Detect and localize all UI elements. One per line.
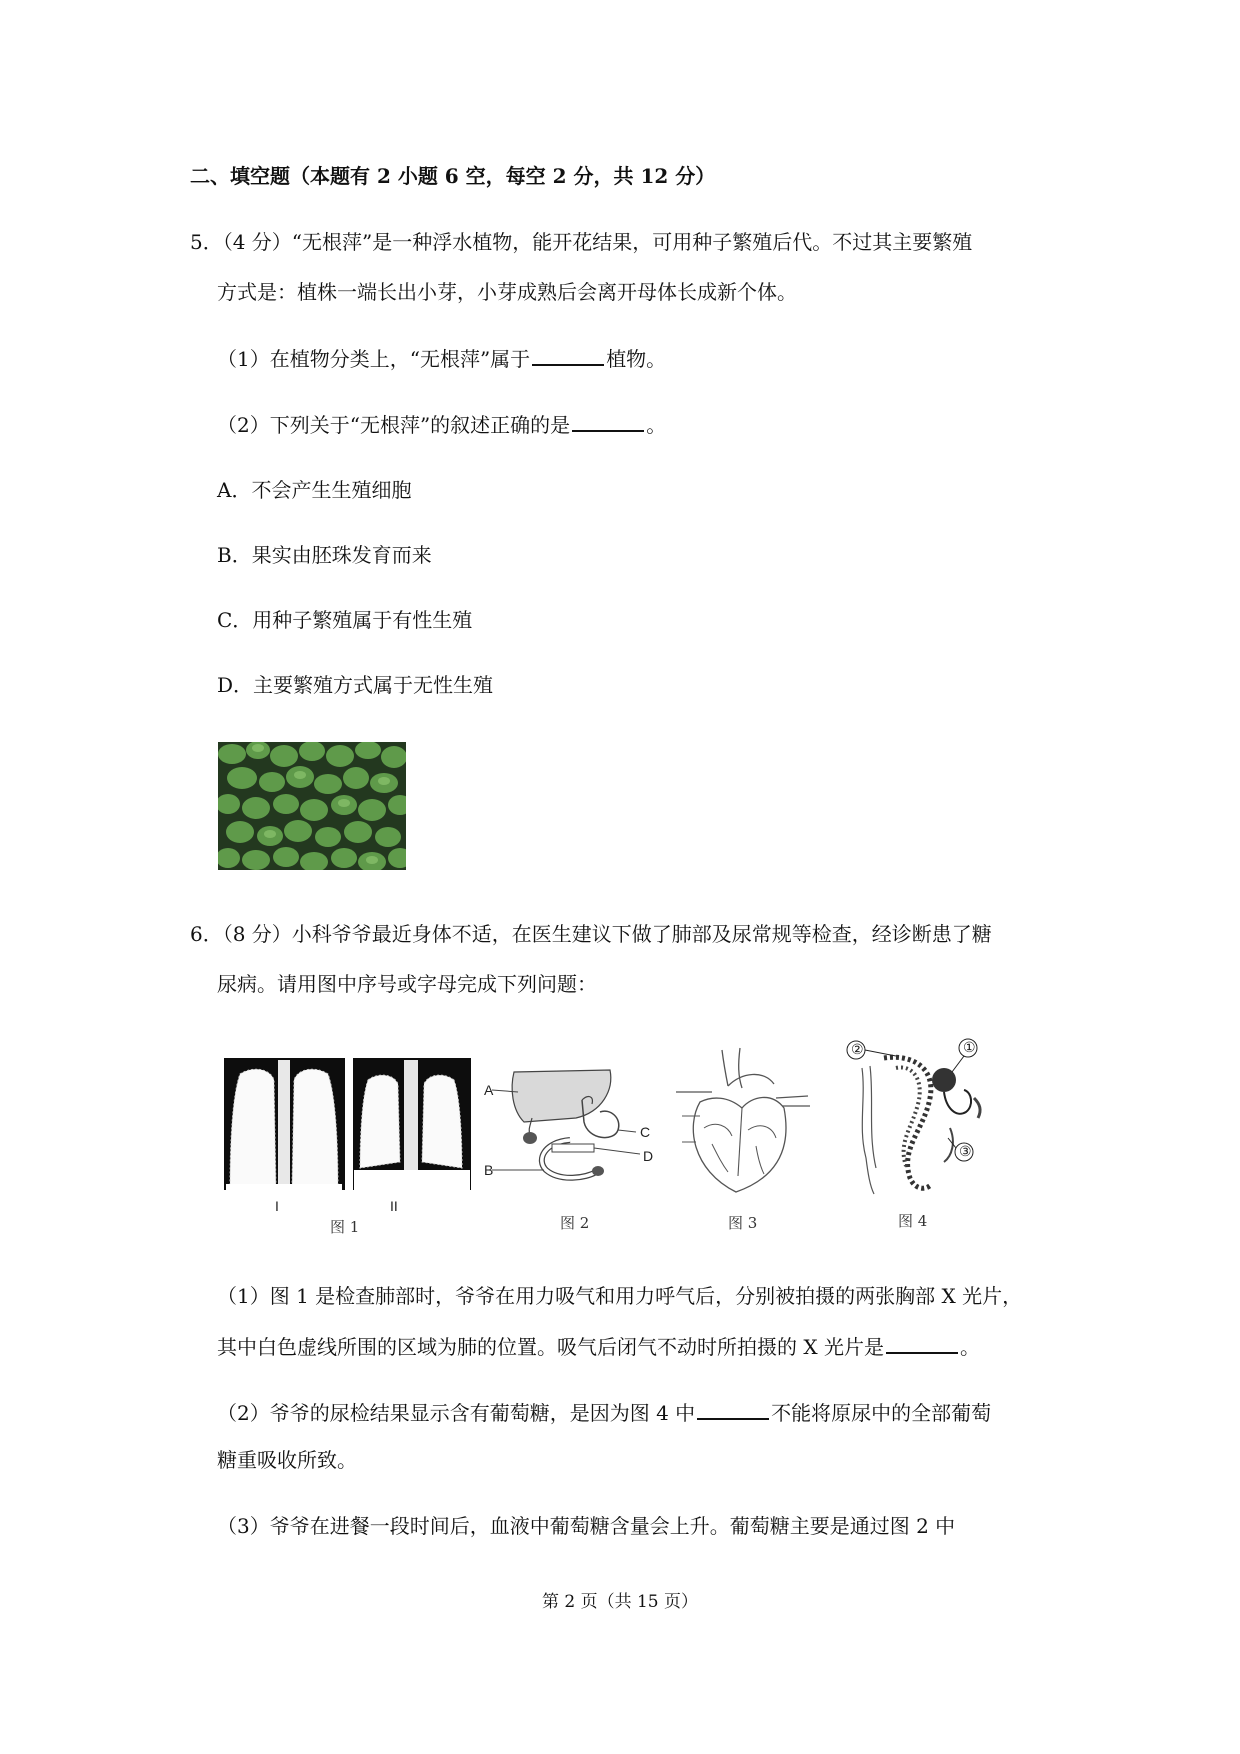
figure-2-digestive	[484, 1060, 664, 1200]
q6-sub1-tail: 。	[959, 1335, 980, 1359]
q6-sub3-line1: （3）爷爷在进餐一段时间后，血液中葡萄糖含量会上升。葡萄糖主要是通过图 2 中	[217, 1514, 956, 1538]
duckweed-photo	[218, 742, 406, 870]
q5-option-b: B．果实由胚珠发育而来	[217, 543, 432, 567]
q5-sub2-text: （2）下列关于“无根萍”的叙述正确的是	[217, 413, 571, 437]
q5-sub1-tail: 植物。	[606, 347, 667, 371]
q6-sub2-text: （2）爷爷的尿检结果显示含有葡萄糖，是因为图 4 中	[217, 1401, 696, 1425]
q6-sub1-line2	[217, 1332, 980, 1361]
figure-1-caption: 图 1	[330, 1218, 360, 1236]
figure-3-caption: 图 3	[728, 1214, 758, 1232]
q5-stem-line1: 5．（4 分）“无根萍”是一种浮水植物，能开花结果，可用种子繁殖后代。不过其主要繁殖	[190, 230, 973, 254]
figure-4-label-3: ③	[959, 1143, 972, 1159]
q5-sub1	[217, 344, 666, 373]
q6-sub2-tail: 不能将原尿中的全部葡萄	[771, 1401, 992, 1425]
figure-2-label-a: A	[484, 1082, 494, 1098]
q5-sub2-tail: 。	[646, 413, 667, 437]
q6-sub1-text: 其中白色虚线所围的区域为肺的位置。吸气后闭气不动时所拍摄的 X 光片是	[217, 1335, 884, 1359]
q6-sub2-blank[interactable]	[697, 1398, 769, 1420]
q5-sub2-blank[interactable]	[572, 410, 644, 432]
figure-2-label-b: B	[484, 1162, 494, 1178]
q5-option-a: A．不会产生生殖细胞	[217, 478, 412, 502]
figure-1-label-ii: II	[390, 1198, 398, 1214]
q6-sub1-blank[interactable]	[886, 1332, 958, 1354]
q6-stem-line1: 6．（8 分）小科爷爷最近身体不适，在医生建议下做了肺部及尿常规等检查，经诊断患了糖	[190, 922, 992, 946]
figure-1-xrays	[222, 1056, 472, 1194]
q5-sub1-text: （1）在植物分类上，“无根萍”属于	[217, 347, 531, 371]
q6-sub2-line1	[217, 1398, 991, 1427]
figure-2-caption: 图 2	[560, 1214, 590, 1232]
figure-2-label-d: D	[643, 1148, 654, 1164]
q5-stem-line2: 方式是：植株一端长出小芽，小芽成熟后会离开母体长成新个体。	[217, 280, 797, 304]
figure-2-label-c: C	[640, 1124, 651, 1140]
figure-1-label-i: I	[275, 1198, 279, 1214]
q5-option-d: D．主要繁殖方式属于无性生殖	[217, 673, 494, 697]
section-heading: 二、填空题（本题有 2 小题 6 空，每空 2 分，共 12 分）	[190, 164, 716, 188]
figure-4-label-1: ①	[963, 1039, 976, 1055]
q6-sub1-line1: （1）图 1 是检查肺部时，爷爷在用力吸气和用力呼气后，分别被拍摄的两张胸部 X 光片，	[217, 1284, 1023, 1308]
figure-4-nephron	[840, 1038, 1010, 1198]
q6-stem-line2: 尿病。请用图中序号或字母完成下列问题：	[217, 972, 597, 996]
figure-4-label-2: ②	[851, 1041, 864, 1057]
page-footer: 第 2 页（共 15 页）	[541, 1592, 699, 1612]
q5-sub2	[217, 410, 666, 439]
q6-sub2-line2: 糖重吸收所致。	[217, 1448, 357, 1472]
figure-4-caption: 图 4	[898, 1212, 928, 1230]
q5-option-c: C．用种子繁殖属于有性生殖	[217, 608, 473, 632]
figure-3-heart	[672, 1046, 812, 1202]
q5-sub1-blank[interactable]	[532, 344, 604, 366]
